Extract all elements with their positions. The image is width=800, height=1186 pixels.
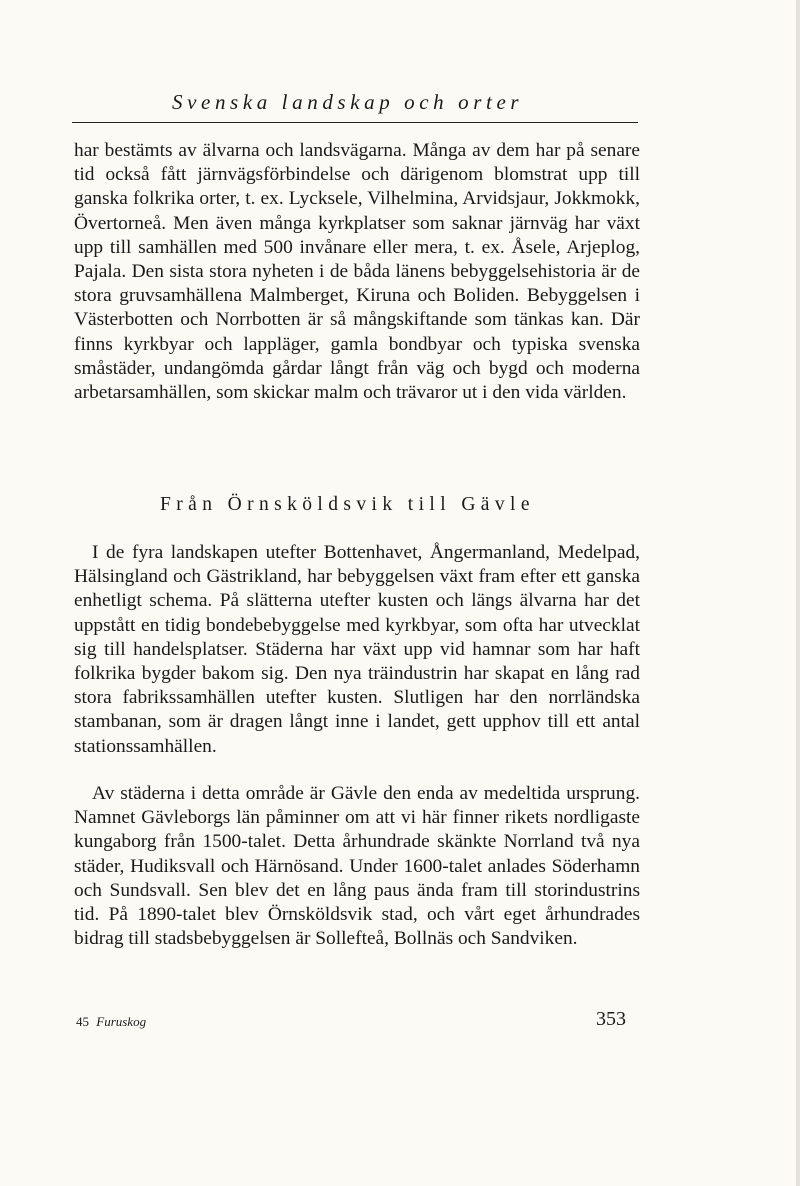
paragraph-3: Av städerna i detta område är Gävle den enda av medeltida ursprung. Namnet Gävleborgs län påminner om att vi här finner rikets nordligaste kungaborg från 1500-talet. Detta århundrade skänkte Norrland två nya städer, Hudiksvall och Härnösand. Under 1600-talet anlades Söderhamn och Sundsvall. Sen blev det en lång paus ända fram till storindustrins tid. På 1890-talet blev Örnsköldsvik stad, och vårt eget århundrades bidrag till stadsbebyggelsen är Sollefteå, Bollnäs och Sandviken. (74, 783, 640, 950)
header-rule (72, 122, 638, 123)
running-head: Svenska landskap och orter (172, 90, 524, 114)
signature-author: Furuskog (96, 1014, 147, 1029)
page-number: 353 (596, 1008, 626, 1030)
paragraph-2: I de fyra landskapen utefter Bottenhavet, Ångermanland, Medelpad, Hälsingland och Gästrikland, har bebyggelsen växt fram efter ett ganska enhetligt schema. På slätterna utefter kusten och längs älvarna har det uppstått en tidig bondebebyggelse med kyrkbyar, som ofta har utvecklat sig till handelsplatser. Städerna har växt upp vid hamnar som har haft folkrika bygder bakom sig. Den nya träindustrin har skapat en lång rad stora fabrikssamhällen utefter kusten. Slutligen har den norrländska stambanan, som är dragen långt inne i landet, gett upphov till ett antal stationssamhällen. (74, 542, 640, 757)
signature-number: 45 (76, 1014, 89, 1029)
section-title: Från Örnsköldsvik till Gävle (160, 494, 535, 515)
paragraph-1: har bestämts av älvarna och landsvägarna. Många av dem har på senare tid också fått järnvägsförbindelse och därigenom blomstrat upp till ganska folkrika orter, t. ex. Lycksele, Vilhelmina, Arvidsjaur, Jokkmokk, Övertorneå. Men även många kyrkplatser som saknar järnväg har växt upp till samhällen med 500 invånare eller mera, t. ex. Åsele, Arjeplog, Pajala. Den sista stora nyheten i de båda länens bebyggelsehistoria är de stora gruvsamhällena Malmberget, Kiruna och Boliden. Bebyggelsen i Västerbotten och Norrbotten är så mångskiftande som tänkas kan. Där finns kyrkbyar och lappläger, gamla bondbyar och typiska svenska småstäder, undangömda gårdar långt från väg och bygd och moderna arbetarsamhällen, som skickar malm och trävaror ut i den vida världen. (74, 140, 640, 404)
printer-signature (76, 1014, 146, 1030)
